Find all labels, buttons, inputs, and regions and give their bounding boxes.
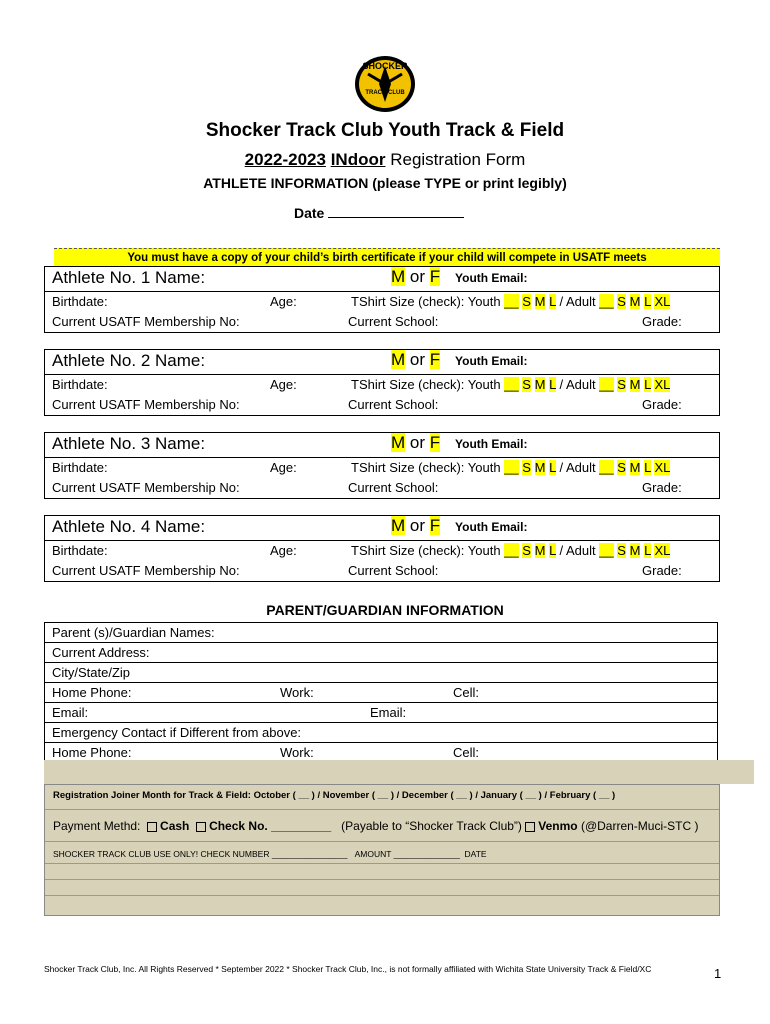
work-label: Work: — [280, 685, 314, 700]
tshirt-label: TShirt Size (check): Youth — [351, 294, 501, 309]
svg-text:TRACK CLUB: TRACK CLUB — [365, 90, 405, 96]
age-label[interactable]: Age: — [270, 543, 297, 558]
athlete-name-row[interactable] — [45, 350, 719, 375]
adult-xl[interactable]: XL — [654, 294, 671, 309]
footer-text: Shocker Track Club, Inc. All Rights Reserved * September 2022 * Shocker Track Club, Inc., is not formally affiliated with Wichita State University Track & Field/XC — [44, 964, 652, 974]
cash-checkbox[interactable] — [147, 822, 157, 832]
youth-blank[interactable]: __ — [504, 377, 519, 392]
tshirt-size[interactable] — [351, 377, 670, 392]
gender-select[interactable] — [391, 350, 440, 370]
youth-email-label[interactable]: Youth Email: — [455, 354, 528, 368]
athlete-membership-row — [45, 478, 719, 498]
athlete-name-label: Athlete No. 4 Name: — [52, 517, 206, 536]
cell-label: Cell: — [453, 685, 480, 700]
athlete-name-label: Athlete No. 2 Name: — [52, 351, 206, 370]
page-number: 1 — [714, 966, 722, 981]
cash-label: Cash — [160, 819, 190, 833]
payment-label: Payment Methd: — [53, 819, 141, 833]
adult-l[interactable]: L — [644, 294, 651, 309]
adult-s[interactable]: S — [617, 460, 626, 475]
grade-label[interactable]: Grade: — [642, 397, 682, 412]
adult-label: / Adult — [559, 294, 596, 309]
adult-s[interactable]: S — [617, 294, 626, 309]
email-row[interactable] — [44, 703, 718, 723]
work2-label: Work: — [280, 745, 314, 760]
athlete-name-label: Athlete No. 3 Name: — [52, 434, 206, 453]
adult-label: / Adult — [559, 377, 596, 392]
adult-blank[interactable]: __ — [599, 377, 614, 392]
use-only-line — [53, 849, 487, 859]
subtitle-rest: Registration Form — [390, 150, 526, 169]
athlete-name-row[interactable] — [45, 433, 719, 458]
emergency-label: Emergency Contact if Different from above: — [52, 725, 302, 740]
or-text: or — [409, 350, 426, 369]
youth-email-label[interactable]: Youth Email: — [455, 437, 528, 451]
address-row[interactable] — [44, 643, 718, 663]
age-label[interactable]: Age: — [270, 294, 297, 309]
youth-blank[interactable]: __ — [504, 294, 519, 309]
use-only-label: SHOCKER TRACK CLUB USE ONLY! CHECK NUMBER ________________ — [53, 849, 348, 859]
athlete-info-heading: ATHLETE INFORMATION (please TYPE or print legibly) — [203, 175, 567, 191]
adult-s[interactable]: S — [617, 543, 626, 558]
subtitle-year: 2022-2023 — [244, 150, 326, 169]
grade-label[interactable]: Grade: — [642, 563, 682, 578]
divider-band — [44, 760, 754, 784]
or-text: or — [409, 433, 426, 452]
school-label[interactable]: Current School: — [348, 563, 439, 578]
email-label: Email: — [52, 705, 89, 720]
or-text: or — [409, 516, 426, 535]
club-logo — [354, 54, 416, 114]
home-phone2-label: Home Phone: — [52, 745, 132, 760]
youth-s[interactable]: S — [522, 543, 531, 558]
adult-m[interactable]: M — [629, 377, 641, 392]
tshirt-size[interactable] — [351, 460, 670, 475]
usatf-label[interactable]: Current USATF Membership No: — [52, 397, 240, 412]
male-option[interactable]: M — [391, 433, 406, 452]
birthdate-label[interactable]: Birthdate: — [52, 294, 108, 309]
city-label: City/State/Zip — [52, 665, 131, 680]
female-option[interactable]: F — [429, 350, 441, 369]
grade-label[interactable]: Grade: — [642, 314, 682, 329]
tshirt-label: TShirt Size (check): Youth — [351, 460, 501, 475]
form-subtitle — [0, 150, 770, 170]
athlete-name-label: Athlete No. 1 Name: — [52, 268, 206, 287]
email2-label: Email: — [370, 705, 407, 720]
youth-l[interactable]: L — [549, 294, 556, 309]
adult-xl[interactable]: XL — [654, 377, 671, 392]
age-label[interactable]: Age: — [270, 377, 297, 392]
parent-section-title: PARENT/GUARDIAN INFORMATION — [266, 602, 504, 618]
adult-xl[interactable]: XL — [654, 460, 671, 475]
registration-box — [44, 784, 720, 916]
adult-m[interactable]: M — [629, 460, 641, 475]
youth-m[interactable]: M — [534, 294, 546, 309]
parent-names-row[interactable] — [44, 622, 718, 643]
adult-label: / Adult — [559, 460, 596, 475]
school-label[interactable]: Current School: — [348, 480, 439, 495]
female-option[interactable]: F — [429, 516, 441, 535]
gender-select[interactable] — [391, 267, 440, 287]
youth-m[interactable]: M — [534, 460, 546, 475]
adult-blank[interactable]: __ — [599, 460, 614, 475]
youth-m[interactable]: M — [534, 377, 546, 392]
date-line[interactable] — [328, 205, 464, 218]
youth-s[interactable]: S — [522, 377, 531, 392]
male-option[interactable]: M — [391, 267, 406, 286]
youth-l[interactable]: L — [549, 543, 556, 558]
subtitle-season: INdoor — [330, 150, 386, 169]
payable-label: (Payable to “Shocker Track Club”) — [341, 819, 522, 833]
venmo-checkbox[interactable] — [525, 822, 535, 832]
male-option[interactable]: M — [391, 516, 406, 535]
parent-names-label: Parent (s)/Guardian Names: — [52, 625, 215, 640]
venmo-handle: (@Darren-Muci-STC ) — [580, 819, 699, 833]
age-label[interactable]: Age: — [270, 460, 297, 475]
check-checkbox[interactable] — [196, 822, 206, 832]
usatf-label[interactable]: Current USATF Membership No: — [52, 480, 240, 495]
address-label: Current Address: — [52, 645, 150, 660]
adult-m[interactable]: M — [629, 543, 641, 558]
tshirt-label: TShirt Size (check): Youth — [351, 543, 501, 558]
city-row[interactable] — [44, 663, 718, 683]
emergency-row[interactable] — [44, 723, 718, 743]
youth-s[interactable]: S — [522, 294, 531, 309]
youth-s[interactable]: S — [522, 460, 531, 475]
cell2-label: Cell: — [453, 745, 480, 760]
birthdate-label[interactable]: Birthdate: — [52, 543, 108, 558]
joiner-months[interactable]: Registration Joiner Month for Track & Field: October ( __ ) / November ( __ ) / December ( __ ) / January ( __ ) / February ( __ ) — [53, 790, 616, 801]
youth-email-label[interactable]: Youth Email: — [455, 520, 528, 534]
tshirt-label: TShirt Size (check): Youth — [351, 377, 501, 392]
athlete-block-1 — [44, 266, 720, 333]
adult-s[interactable]: S — [617, 377, 626, 392]
date-label-office: DATE — [464, 849, 487, 859]
gender-select[interactable] — [391, 516, 440, 536]
home-phone-label: Home Phone: — [52, 685, 132, 700]
amount-label: AMOUNT ______________ — [354, 849, 460, 859]
date-label: Date — [294, 205, 325, 221]
payment-method[interactable] — [53, 819, 698, 833]
athlete-birth-row — [45, 541, 719, 561]
date-field[interactable] — [294, 205, 464, 221]
tshirt-size[interactable] — [351, 543, 670, 558]
athlete-block-3 — [44, 432, 720, 499]
adult-blank[interactable]: __ — [599, 543, 614, 558]
youth-m[interactable]: M — [534, 543, 546, 558]
athlete-birth-row — [45, 292, 719, 312]
athlete-birth-row — [45, 375, 719, 395]
athlete-block-4 — [44, 515, 720, 582]
youth-blank[interactable]: __ — [504, 460, 519, 475]
youth-l[interactable]: L — [549, 377, 556, 392]
adult-l[interactable]: L — [644, 543, 651, 558]
athlete-birth-row — [45, 458, 719, 478]
male-option[interactable]: M — [391, 350, 406, 369]
gender-select[interactable] — [391, 433, 440, 453]
birthdate-label[interactable]: Birthdate: — [52, 460, 108, 475]
school-label[interactable]: Current School: — [348, 314, 439, 329]
adult-l[interactable]: L — [644, 377, 651, 392]
athlete-name-row[interactable] — [45, 267, 719, 292]
parent-guardian-table — [44, 622, 718, 763]
or-text: or — [409, 267, 426, 286]
adult-m[interactable]: M — [629, 294, 641, 309]
athlete-membership-row — [45, 561, 719, 581]
adult-blank[interactable]: __ — [599, 294, 614, 309]
female-option[interactable]: F — [429, 433, 441, 452]
tshirt-size[interactable] — [351, 294, 670, 309]
youth-blank[interactable]: __ — [504, 543, 519, 558]
usatf-label[interactable]: Current USATF Membership No: — [52, 563, 240, 578]
phone-row[interactable] — [44, 683, 718, 703]
youth-l[interactable]: L — [549, 460, 556, 475]
adult-xl[interactable]: XL — [654, 543, 671, 558]
usatf-label[interactable]: Current USATF Membership No: — [52, 314, 240, 329]
youth-email-label[interactable]: Youth Email: — [455, 271, 528, 285]
check-label: Check No. _________ — [209, 819, 332, 833]
adult-label: / Adult — [559, 543, 596, 558]
school-label[interactable]: Current School: — [348, 397, 439, 412]
svg-text:SHOCKER: SHOCKER — [362, 61, 408, 71]
athlete-membership-row — [45, 312, 719, 332]
form-title: Shocker Track Club Youth Track & Field — [205, 120, 565, 141]
venmo-label: Venmo — [538, 819, 578, 833]
grade-label[interactable]: Grade: — [642, 480, 682, 495]
athlete-name-row[interactable] — [45, 516, 719, 541]
adult-l[interactable]: L — [644, 460, 651, 475]
birth-certificate-notice: You must have a copy of your child’s birth certificate if your child will compete in USATF meets — [54, 248, 720, 267]
birthdate-label[interactable]: Birthdate: — [52, 377, 108, 392]
athlete-block-2 — [44, 349, 720, 416]
female-option[interactable]: F — [429, 267, 441, 286]
athlete-membership-row — [45, 395, 719, 415]
